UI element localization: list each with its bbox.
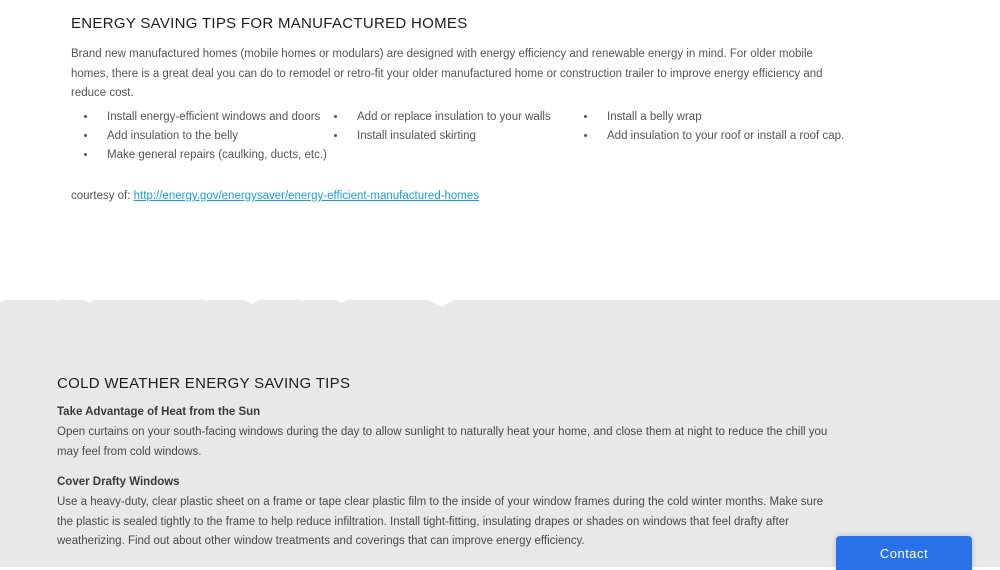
list-item: • Add insulation to your roof or install a roof cap. (597, 127, 857, 146)
list-item: • Install a belly wrap (597, 108, 857, 127)
courtesy-link[interactable]: http://energy.gov/energysaver/energy-efficient-manufactured-homes (133, 190, 480, 202)
list-item: • Make general repairs (caulking, ducts, etc.) (97, 146, 337, 165)
tip-text-windows: Use a heavy-duty, clear plastic sheet on a frame or tape clear plastic film to the inside of your window frames during the cold winter months. Make sure the plastic is sealed tightly to the frame to help reduce infiltration. Install tight-fitting, insulating drapes or shades on windows that feel drafty after weatherizing. Find out about other window treatments and coverings that can improve energy efficiency. (57, 496, 824, 547)
contact-button[interactable]: Contact (836, 536, 972, 570)
list-item: • Add insulation to the belly (97, 127, 337, 146)
tips-list-column-2 (330, 108, 587, 146)
section-title-cold-weather: COLD WEATHER ENERGY SAVING TIPS (57, 375, 351, 392)
tip-text-sun: Open curtains on your south-facing windows during the day to allow sunlight to naturally heat your home, and close them at night to reduce the chill you may feel from cold windows. (57, 426, 828, 458)
tips-list-column-1 (80, 108, 337, 165)
list-item: • Install insulated skirting (347, 127, 587, 146)
courtesy-label: courtesy of: (71, 190, 131, 202)
list-item: • Add or replace insulation to your walls (347, 108, 587, 127)
list-item: • Install energy-efficient windows and doors (97, 108, 337, 127)
section-title-manufactured-homes: ENERGY SAVING TIPS FOR MANUFACTURED HOMES (71, 15, 468, 32)
courtesy-line (71, 190, 479, 202)
intro-paragraph: Brand new manufactured homes (mobile homes or modulars) are designed with energy efficiency and renewable energy in mind. For older mobile homes, there is a great deal you can do to remodel or retro-fit your older manufactured home or construction trailer to improve energy efficiency and reduce cost. (71, 48, 823, 99)
tip-heading-sun: Take Advantage of Heat from the Sun (57, 406, 261, 418)
tip-heading-windows: Cover Drafty Windows (57, 476, 180, 488)
tips-list-column-3 (580, 108, 857, 146)
